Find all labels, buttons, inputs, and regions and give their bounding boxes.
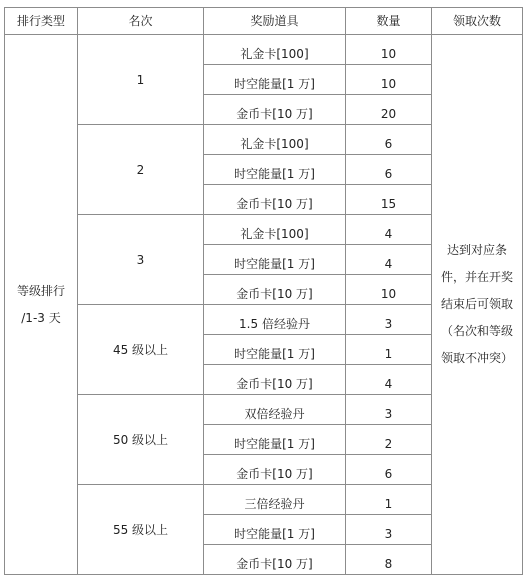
reward-item-cell: 1.5 倍经验丹 — [204, 305, 346, 335]
quantity-cell: 10 — [346, 35, 432, 65]
rank-cell: 2 — [78, 125, 204, 215]
reward-item-cell: 时空能量[1 万] — [204, 65, 346, 95]
claim-line: 件，并在开奖 — [440, 270, 513, 284]
reward-item-cell: 金币卡[10 万] — [204, 95, 346, 125]
reward-item-cell: 时空能量[1 万] — [204, 335, 346, 365]
claim-line: 领取不冲突） — [440, 351, 513, 365]
ranking-type-cell — [5, 35, 78, 575]
claim-times-cell — [432, 35, 523, 575]
reward-item-cell: 金币卡[10 万] — [204, 275, 346, 305]
quantity-cell: 3 — [346, 515, 432, 545]
reward-item-cell: 金币卡[10 万] — [204, 365, 346, 395]
reward-table — [4, 7, 523, 575]
quantity-cell: 10 — [346, 65, 432, 95]
header-row — [5, 8, 523, 35]
reward-item-cell: 金币卡[10 万] — [204, 455, 346, 485]
reward-item-cell: 双倍经验丹 — [204, 395, 346, 425]
rank-cell: 3 — [78, 215, 204, 305]
reward-item-cell: 金币卡[10 万] — [204, 545, 346, 575]
reward-item-cell: 礼金卡[100] — [204, 125, 346, 155]
reward-item-cell: 礼金卡[100] — [204, 215, 346, 245]
reward-item-cell: 时空能量[1 万] — [204, 425, 346, 455]
quantity-cell: 4 — [346, 245, 432, 275]
quantity-cell: 6 — [346, 455, 432, 485]
quantity-cell: 3 — [346, 395, 432, 425]
quantity-cell: 2 — [346, 425, 432, 455]
rank-cell: 1 — [78, 35, 204, 125]
quantity-cell: 6 — [346, 155, 432, 185]
reward-item-cell: 金币卡[10 万] — [204, 185, 346, 215]
quantity-cell: 4 — [346, 365, 432, 395]
ranking-type-line: /1-3 天 — [21, 310, 61, 325]
quantity-cell: 15 — [346, 185, 432, 215]
quantity-cell: 8 — [346, 545, 432, 575]
rank-cell: 50 级以上 — [78, 395, 204, 485]
header-qty: 数量 — [346, 8, 432, 35]
header-rank: 名次 — [78, 8, 204, 35]
reward-item-cell: 时空能量[1 万] — [204, 245, 346, 275]
reward-item-cell: 时空能量[1 万] — [204, 155, 346, 185]
reward-item-cell: 礼金卡[100] — [204, 35, 346, 65]
header-type: 排行类型 — [5, 8, 78, 35]
quantity-cell: 3 — [346, 305, 432, 335]
claim-line: 达到对应条 — [446, 243, 507, 257]
ranking-type-line: 等级排行 — [16, 283, 65, 298]
quantity-cell: 1 — [346, 335, 432, 365]
header-item: 奖励道具 — [204, 8, 346, 35]
quantity-cell: 10 — [346, 275, 432, 305]
table-row — [5, 35, 523, 65]
rank-cell: 55 级以上 — [78, 485, 204, 575]
quantity-cell: 1 — [346, 485, 432, 515]
quantity-cell: 6 — [346, 125, 432, 155]
rank-cell: 45 级以上 — [78, 305, 204, 395]
claim-line: 结束后可领取 — [440, 297, 513, 311]
quantity-cell: 20 — [346, 95, 432, 125]
cropped-text-line — [6, 526, 236, 533]
quantity-cell: 4 — [346, 215, 432, 245]
reward-item-cell: 三倍经验丹 — [204, 485, 346, 515]
reward-item-cell: 时空能量[1 万] — [204, 515, 346, 545]
header-claim: 领取次数 — [432, 8, 523, 35]
claim-line: （名次和等级 — [440, 324, 513, 338]
